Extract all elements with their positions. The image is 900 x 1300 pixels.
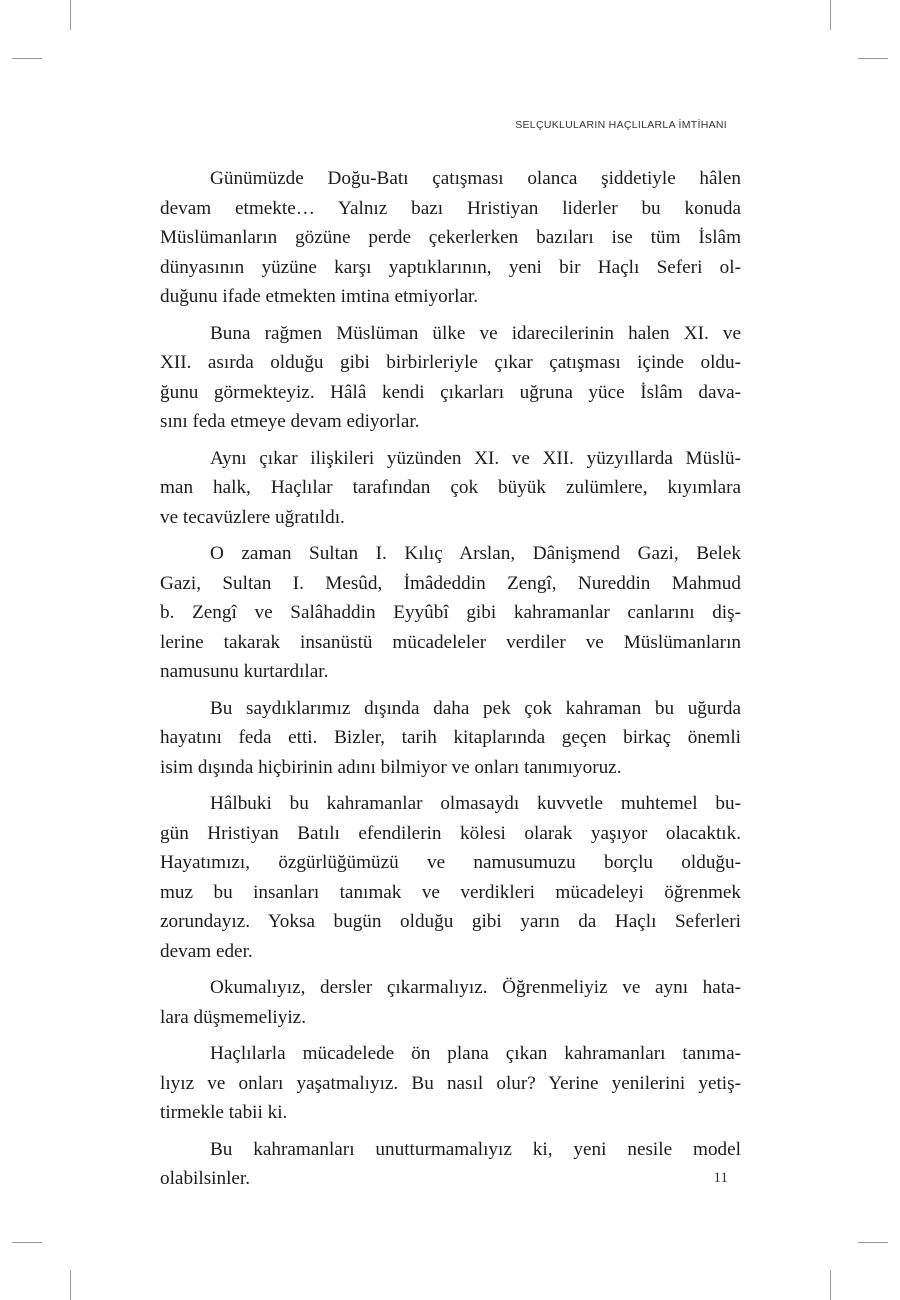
text-line: XII. asırda olduğu gibi birbirleriyle çıkar çatışması içinde oldu- [160,352,741,373]
text-line: hayatını feda etti. Bizler, tarih kitaplarında geçen birkaç önemli [160,727,741,748]
text-line: gün Hristiyan Batılı efendilerin kölesi olarak yaşıyor olacaktık. [160,822,741,844]
crop-mark [70,0,71,30]
text-line: Gazi, Sultan I. Mesûd, İmâdeddin Zengî, Nureddin Mahmud [160,572,741,594]
text-line: Müslümanların gözüne perde çekerlerken bazıları ise tüm İslâm [160,227,741,248]
text-line: muz bu insanları tanımak ve verdikleri mücadeleyi öğrenmek [160,881,741,903]
text-line: Günümüzde Doğu-Batı çatışması olanca şiddetiyle hâlen [210,168,741,189]
text-line: Okumalıyız, dersler çıkarmalıyız. Öğrenmeliyiz ve aynı hata- [210,977,741,998]
text-line: O zaman Sultan I. Kılıç Arslan, Dânişmend Gazi, Belek [210,543,741,564]
text-line: lıyız ve onları yaşatmalıyız. Bu nasıl olur? Yerine yenilerini yetiş- [160,1072,741,1094]
text-line: olabilsinler. [160,1168,251,1189]
text-line: zorundayız. Yoksa bugün olduğu gibi yarın da Haçlı Seferleri [160,911,741,932]
text-line: duğunu ifade etmekten imtina etmiyorlar. [160,286,479,307]
paragraph [160,789,741,966]
paragraph [160,1039,741,1128]
text-line: Bu kahramanları unutturmamalıyız ki, yeni nesile model [210,1138,741,1160]
text-line: b. Zengî ve Salâhaddin Eyyûbî gibi kahramanlar canlarını diş- [160,602,741,623]
crop-mark [830,1270,831,1300]
text-line: ve tecavüzlere uğratıldı. [160,506,345,528]
text-line: Bu saydıklarımız dışında daha pek çok kahraman bu uğurda [210,697,741,719]
paragraph [160,694,741,783]
running-header: SELÇUKLULARIN HAÇLILARLA İMTİHANI [515,119,727,131]
crop-mark [70,1270,71,1300]
text-line: lerine takarak insanüstü mücadeleler verdiler ve Müslümanların [160,631,741,653]
crop-mark [858,58,888,59]
text-line: devam eder. [160,940,253,962]
crop-mark [12,58,42,59]
text-line: ğunu görmekteyiz. Hâlâ kendi çıkarları uğruna yüce İslâm dava- [160,381,741,403]
paragraph [160,973,741,1032]
text-line: man halk, Haçlılar tarafından çok büyük zulümlere, kıyımlara [160,477,741,498]
text-line: Hayatımızı, özgürlüğümüzü ve namusumuzu borçlu olduğu- [160,852,741,873]
crop-mark [858,1242,888,1243]
text-line: dünyasının yüzüne karşı yaptıklarının, yeni bir Haçlı Seferi ol- [160,256,741,278]
text-line: namusunu kurtardılar. [160,661,329,682]
text-line: Hâlbuki bu kahramanlar olmasaydı kuvvetle muhtemel bu- [210,793,741,814]
crop-mark [12,1242,42,1243]
paragraph [160,1135,741,1194]
text-line: Buna rağmen Müslüman ülke ve idarecilerinin halen XI. ve [210,322,741,344]
text-line: tirmekle tabii ki. [160,1102,288,1123]
page-number: 11 [713,1170,728,1186]
paragraph [160,444,741,533]
text-line: lara düşmemeliyiz. [160,1006,306,1028]
text-line: isim dışında hiçbirinin adını bilmiyor ve onları tanımıyoruz. [160,756,622,778]
text-line: Haçlılarla mücadelede ön plana çıkan kahramanları tanıma- [210,1043,741,1064]
text-line: sını feda etmeye devam ediyorlar. [160,411,420,432]
paragraph [160,164,741,312]
text-line: devam etmekte… Yalnız bazı Hristiyan liderler bu konuda [160,197,741,219]
page-body [160,164,741,1201]
paragraph [160,539,741,687]
paragraph [160,319,741,437]
crop-mark [830,0,831,30]
text-line: Aynı çıkar ilişkileri yüzünden XI. ve XII. yüzyıllarda Müslü- [210,447,741,469]
